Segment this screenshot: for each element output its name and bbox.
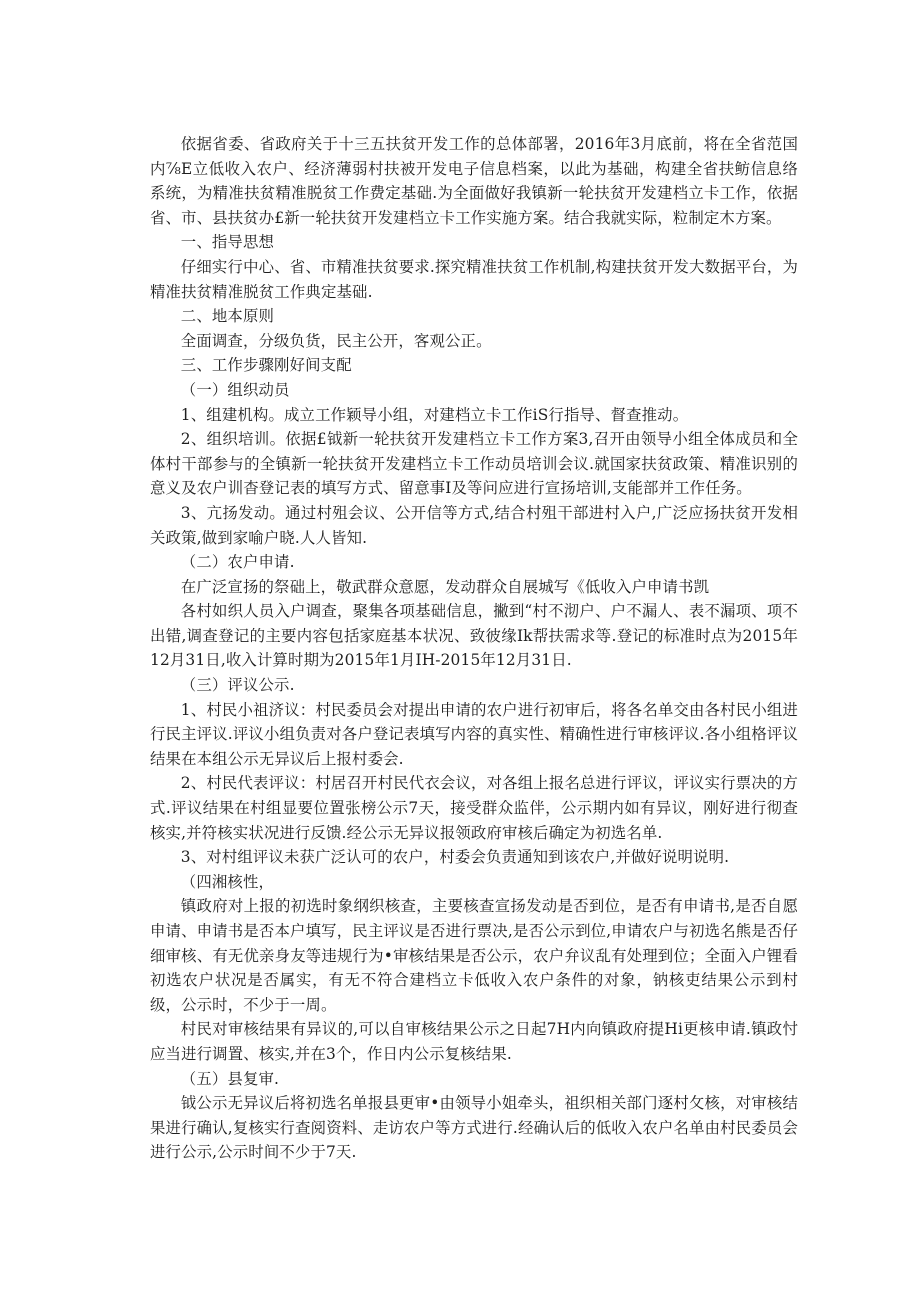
body-paragraph: 3、对村组评议未获广泛认可的农户，村委会负责通知到该农户,并做好说明说明.: [180, 848, 730, 867]
intro-paragraph: 依据省委、省政府关于十三五扶贫开发工作的总体部署，2016年3月底前，将在全省范国内⅞E立低收入农户、经济薄弱村扶被开发电子信息档案，以此为基础，构建全省扶鲂信息络系统，为精准扶贫精准脱贫工作费定基础.为全面做好我镇新一轮扶贫开发建档立卡工作，依据省、市、县扶贫办£新一轮扶贫开发建档立卡工作实施方案。结合我就实际，粒制定木方案。: [150, 135, 798, 227]
body-paragraph: 各村如织人员入户调查，聚集各项基础信息，撇到“村不沏户、户不漏人、表不漏项、项不出错,调查登记的主要内容包括家庭基本状况、致彼缘Ik帮扶需求等.登记的标准时点为2015年12月31日,收入计算时期为2015年1月IH-2015年12月31日.: [150, 602, 798, 670]
section-heading-basic-principles: 二、地本原则: [180, 307, 275, 326]
body-paragraph: 钺公示无异议后将初选名单报县更审•由领导小姐牵头，祖织相关部门逐村攵核，对审核结果进行确认,复核实行查阅资料、走访农户等方式进行.经确认后的低收入农户名单由村民委员会进行公示,公示时间不少于7天.: [150, 1094, 798, 1162]
section-heading-guiding-thought: 一、指导思想: [180, 233, 275, 252]
body-paragraph: 2、组织培训。依据£钺新一轮扶贫开发建档立卡工作方案3,召开由领导小组全体成员和全体村干部参与的全镇新一轮扶贫开发建档立卡工作动员培训会议.就国家扶贫政策、精准识别的意义及农户训杳登记表的填写方式、留意事I及等问应进行宣扬培训,支能部并工作任务。: [150, 430, 798, 498]
body-paragraph: 3、亢扬发动。通过村殂会议、公开信等方式,结合村殂干部进村入户,广泛应扬扶贫开发相关政策,做到家喻户晓.人人皆知.: [150, 503, 798, 547]
body-paragraph: 2、村民代表评议：村居召开村民代衣会议，对各组上报名总进行评议，评议实行票决的方式.评议结果在村组显要位置张榜公示7天，接受群众监伴，公示期内如有异议，刚好进行彻查核实,并符核实状况进行反馈.经公示无异议报领政府审核后确定为初选名单.: [150, 774, 798, 842]
subsection-heading-verification: （四湘核性，: [180, 872, 275, 891]
body-paragraph: 仔细实行中心、省、市精准扶贫要求.探究精准扶贫工作机制,构建扶贫开发大数据平台，为精准扶贫精准脱贫工作典定基础.: [150, 257, 798, 301]
body-paragraph: 全面调查，分级负货，民主公开，客观公正。: [180, 331, 492, 350]
document-page: [150, 132, 798, 1165]
section-heading-work-steps: 三、工作步骤刚好间支配: [180, 356, 352, 375]
body-paragraph: 1、组建机构。成立工作颖导小组，对建档立卡工作iS行指导、督查推动。: [180, 405, 689, 424]
body-paragraph: 村民对审核结果有异议的,可以自审核结果公示之日起7H内向镇政府提Hi更核申请.镇政忖应当进行调置、核实,并在3个，作日内公示复核结果.: [150, 1020, 798, 1063]
body-paragraph: 镇政府对上报的初选时象纲织核查，主要核查宣扬发动是否到位，是否有申请书,是否自愿申请、申请书是否本户填写，民主评议是否进行票决,是否公示到位,申请农户与初选名熊是否仔细审核、有无优亲身友等违规行为•审核结果是否公示，农户弁议乱有处理到位；全面入户锂看初选农户状况是否属实，有无不符合建档立卡低收入农户条件的对象，钠核吏结果公示到村级，公示时，不少于一周。: [150, 897, 798, 1014]
subsection-heading-review: （三）评议公示.: [180, 676, 295, 695]
body-paragraph: 在广泛宣扬的祭础上，敬武群众意愿，发动群众自展城写《低收入户申请书凯: [180, 577, 710, 596]
body-paragraph: 1、村民小祖济议：村民委员会对提出申请的农户进行初审后，将各名单交由各村民小组进行民主评议.评议小组负责对各户登记表填写内容的真实性、精确性进行审核评议.各小组格评议结果在本组公示无异议后上报村委会.: [150, 700, 798, 768]
subsection-heading-county-review: （五）县复审.: [180, 1069, 280, 1088]
subsection-heading-organize: （一）组织动员: [180, 380, 290, 399]
subsection-heading-application: （二）农户申请.: [180, 553, 295, 572]
